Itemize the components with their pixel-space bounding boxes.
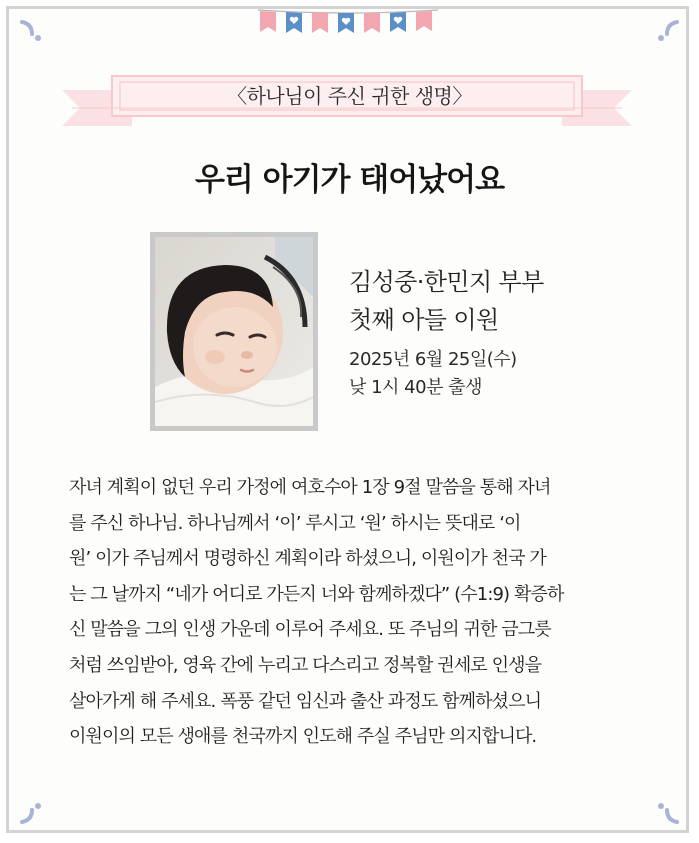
corner-flourish-bottom-right [655,800,681,826]
birth-date: 2025년 6월 25일(수) [349,349,517,370]
body-line: 원’ 이가 주님께서 명령하신 계획이라 하셨으니, 이원이가 천국 가 [69,548,546,570]
page-title: 우리 아기가 태어났어요 [194,162,505,198]
bunting-flag [260,11,276,32]
bunting-flag [286,12,302,33]
bunting-flag [338,13,354,33]
subtitle: 〈하나님이 주신 귀한 생명〉 [227,84,472,108]
parents-names: 김성중·한민지 부부 [349,268,544,296]
corner-flourish-bottom-left [18,800,44,826]
corner-flourish-top-left [18,18,44,44]
bunting-flag [312,13,328,33]
body-line: 살아가게 해 주세요. 폭풍 같던 임신과 출산 과정도 함께하셨으니 [69,690,542,712]
body-line: 는 그 날까지 “네가 어디로 가든지 너와 함께하겠다” (수1:9) 확증하 [69,583,564,605]
body-line: 이원이의 모든 생애를 천국까지 인도해 주실 주님만 의지합니다. [69,726,537,748]
birth-time: 낮 1시 40분 출생 [349,377,482,398]
body-paragraph [69,470,634,755]
bunting-flags [256,2,440,42]
bunting-flag [416,11,432,31]
baby-photo [150,232,318,431]
bunting-flag [390,12,406,32]
body-line: 신 말씀을 그의 인생 가운데 이루어 주세요. 또 주님의 귀한 금그릇 [69,619,551,641]
body-line: 자녀 계획이 없던 우리 가정에 여호수아 1장 9절 말씀을 통해 자녀 [69,477,551,498]
bunting-flag [364,13,380,33]
corner-flourish-top-right [655,18,681,44]
child-name: 첫째 아들 이원 [349,306,499,334]
baby-photo-illustration [155,237,313,426]
body-line: 를 주신 하나님. 하나님께서 ‘이’ 루시고 ‘원’ 하시는 뜻대로 ‘이 [69,512,521,534]
body-line: 처럼 쓰임받아, 영육 간에 누리고 다스리고 정복할 권세로 인생을 [69,654,542,676]
